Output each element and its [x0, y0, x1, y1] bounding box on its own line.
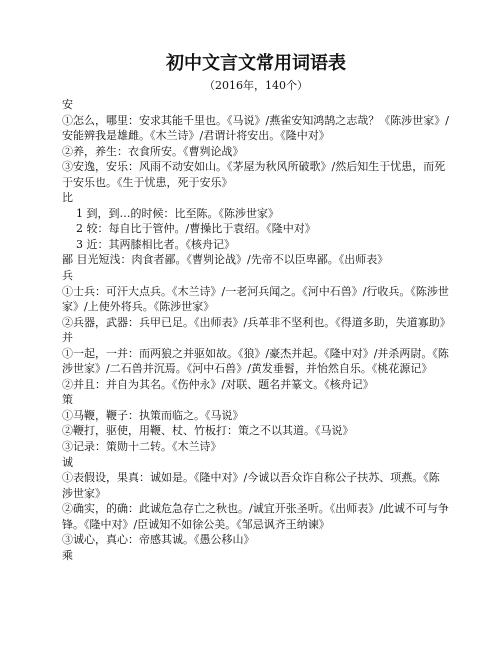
definition-line: ①怎么，哪里：安求其能千里也。《马说》/燕雀安知鸿鹄之志哉？《陈涉世家》/安能辨我是雄雌。《木兰诗》/君谓计将安出。《隆中对》: [62, 113, 449, 143]
document-body: [62, 97, 450, 563]
headword: 策: [62, 393, 73, 407]
definition-line: ①士兵：可汗大点兵。《木兰诗》/一老河兵闻之。《河中石兽》/行收兵。《陈涉世家》/上使外将兵。《陈涉世家》: [62, 284, 449, 314]
headword: 诚: [62, 455, 73, 469]
definition-line: ②并且：并自为其名。《伤仲永》/对联、题名并篆文。《核舟记》: [62, 377, 374, 391]
headword: 乘: [62, 548, 73, 562]
definition-line: ③记录：策勋十二转。《木兰诗》: [62, 440, 222, 454]
headword: 比: [62, 191, 73, 205]
definition-line: ①马鞭，鞭子：执策而临之。《马说》: [62, 408, 244, 422]
definition-line: ②兵器，武器：兵甲已足。《出师表》/兵革非不坚利也。《得道多助，失道寡助》: [62, 315, 451, 329]
definition-line: ①一起，一并：而两狼之并驱如故。《狼》/豪杰并起。《隆中对》/并杀两尉。《陈涉世家》/二石兽并沉焉。《河中石兽》/黄发垂髫，并怡然自乐。《桃花源记》: [62, 346, 449, 376]
definition-line: ①表假设，果真：诚如是。《隆中对》/今诚以吾众诈自称公子扶苏、项燕。《陈涉世家》: [62, 471, 440, 500]
document-title: 初中文言文常用词语表: [166, 53, 346, 74]
definition-line: 2 较：每自比于管仲。/曹操比于袁绍。《隆中对》: [76, 222, 316, 236]
definition-line: ②确实，的确：此诚危急存亡之秋也。/诚宜开张圣听。《出师表》/此诚不可与争锋。《隆中对》/臣诚知不如徐公美。《邹忌讽齐王纳谏》: [62, 502, 449, 531]
definition-line: 鄙 目光短浅：肉食者鄙。《曹刿论战》/先帝不以臣卑鄙。《出师表》: [62, 253, 389, 267]
definition-line: ②鞭打，驱使，用鞭、杖、竹板打：策之不以其道。《马说》: [62, 424, 354, 438]
headword: 并: [62, 331, 73, 345]
headword: 兵: [62, 269, 73, 283]
definition-line: 1 到，到…的时候：比至陈。《陈涉世家》: [76, 206, 279, 220]
document-subtitle: （2016年，140个）: [204, 79, 308, 92]
definition-line: ③安逸，安乐：风雨不动安如山。《茅屋为秋风所破歌》/然后知生于忧患，而死于安乐也。《生于忧患，死于安乐》: [62, 160, 446, 189]
definition-line: 3 近：其两膝相比者。《核舟记》: [76, 237, 235, 251]
definition-line: ③诚心，真心：帝感其诚。《愚公移山》: [62, 533, 255, 547]
headword: 安: [62, 98, 73, 111]
definition-line: ②养，养生：衣食所安。《曹刿论战》: [62, 144, 244, 158]
